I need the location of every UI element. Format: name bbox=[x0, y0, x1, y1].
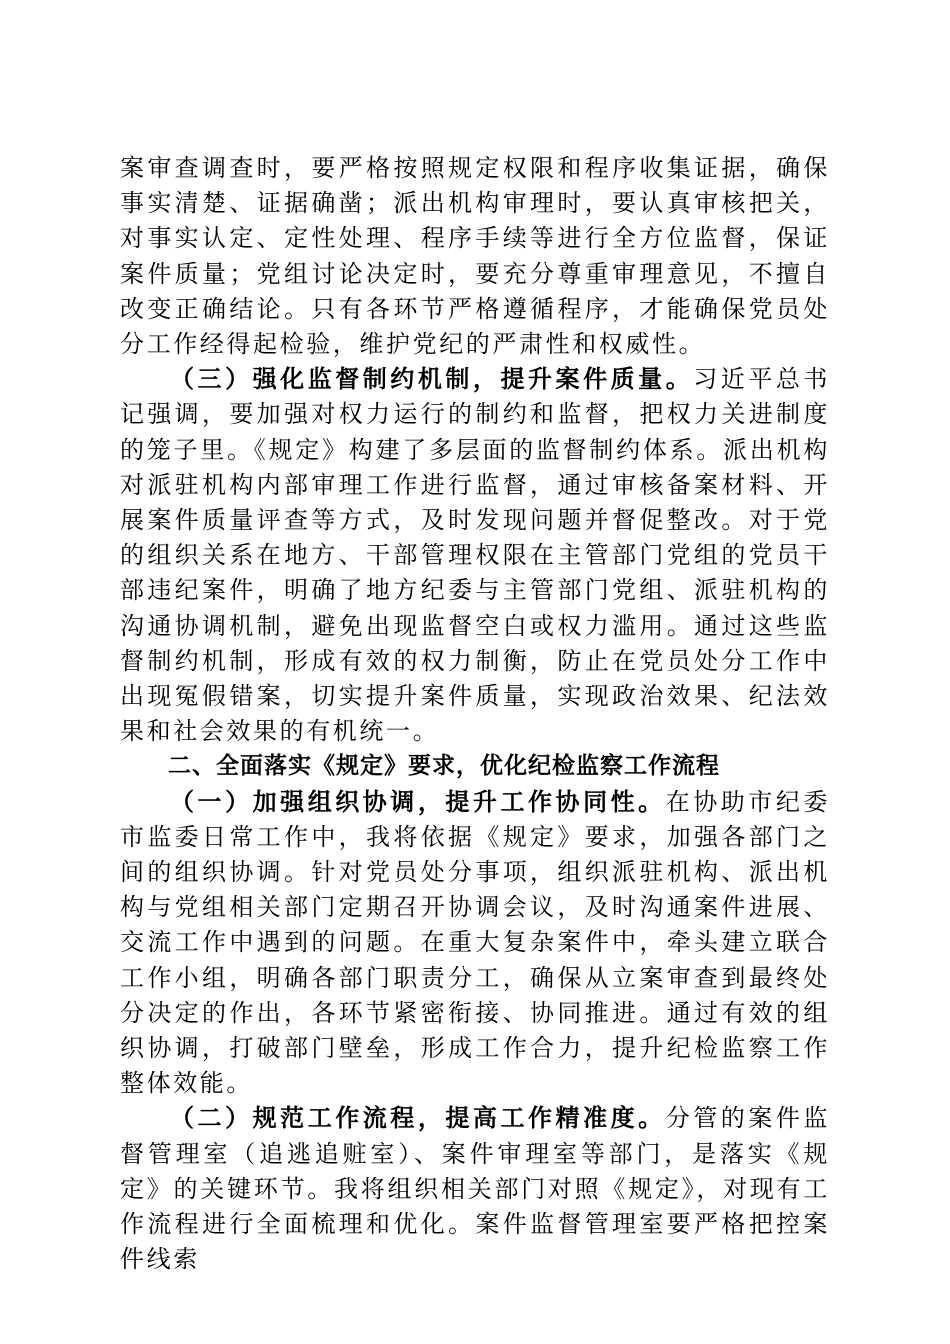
paragraph-organization-coordination bbox=[120, 785, 830, 1102]
paragraph-lead: （二）规范工作流程，提高工作精准度。 bbox=[170, 1104, 666, 1133]
paragraph-continuation bbox=[120, 151, 830, 362]
paragraph-lead: （三）强化监督制约机制，提升案件质量。 bbox=[170, 365, 694, 394]
paragraph-lead: （一）加强组织协调，提升工作协同性。 bbox=[170, 787, 666, 816]
document-body bbox=[120, 151, 830, 1278]
paragraph-supervision-mechanism bbox=[120, 362, 830, 749]
section-heading: 二、全面落实《规定》要求，优化纪检监察工作流程 bbox=[168, 753, 720, 780]
paragraph-body: 习近平总书记强调，要加强对权力运行的制约和监督，把权力关进制度的笼子里。《规定》构建了多层面的监督制约体系。派出机构对派驻机构内部审理工作进行监督，通过审核备案材料、开展案件质量评查等方式，及时发现问题并督促整改。对于党的组织关系在地方、干部管理权限在主管部门党组的党员干部违纪案件，明确了地方纪委与主管部门党组、派驻机构的沟通协调机制，避免出现监督空白或权力滥用。通过这些监督制约机制，形成有效的权力制衡，防止在党员处分工作中出现冤假错案，切实提升案件质量，实现政治效果、纪法效果和社会效果的有机统一。 bbox=[120, 365, 831, 746]
paragraph-body: 在协助市纪委市监委日常工作中，我将依据《规定》要求，加强各部门之间的组织协调。针对党员处分事项，组织派驻机构、派出机构与党组相关部门定期召开协调会议，及时沟通案件进展、交流工作中遇到的问题。在重大复杂案件中，牵头建立联合工作小组，明确各部门职责分工，确保从立案审查到最终处分决定的作出，各环节紧密衔接、协同推进。通过有效的组织协调，打破部门壁垒，形成工作合力，提升纪检监察工作整体效能。 bbox=[120, 787, 830, 1098]
paragraph-workflow-standardization bbox=[120, 1101, 830, 1277]
paragraph-body: 案审查调查时，要严格按照规定权限和程序收集证据，确保事实清楚、证据确凿；派出机构审理时，要认真审核把关，对事实认定、定性处理、程序手续等进行全方位监督，保证案件质量；党组讨论决定时，要充分尊重审理意见，不擅自改变正确结论。只有各环节严格遵循程序，才能确保党员处分工作经得起检验，维护党纪的严肃性和权威性。 bbox=[120, 154, 830, 359]
paragraph-body: 分管的案件监督管理室（追逃追赃室）、案件审理室等部门，是落实《规定》的关键环节。我将组织相关部门对照《规定》，对现有工作流程进行全面梳理和优化。案件监督管理室要严格把控案件线索 bbox=[120, 1104, 830, 1274]
